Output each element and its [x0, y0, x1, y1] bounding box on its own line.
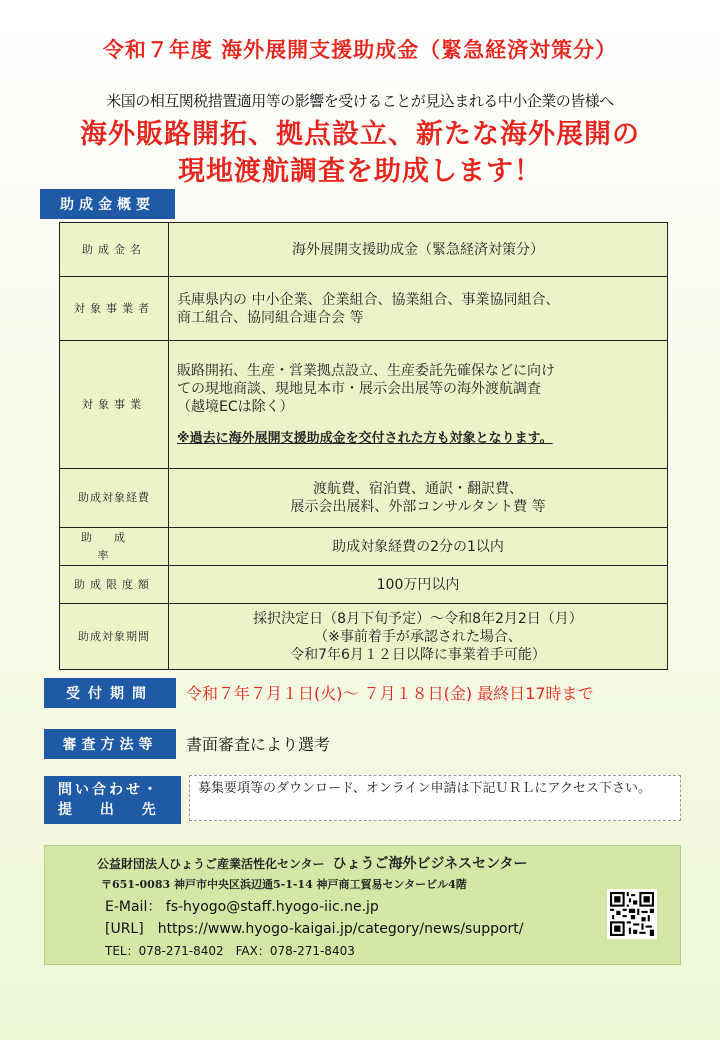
target-audience-text: 米国の相互関税措置適用等の影響を受けることが見込まれる中小企業の皆様へ: [106, 92, 614, 110]
period-label: 受付期間: [44, 678, 176, 708]
row-value: 助成対象経費の2分の1以内: [169, 528, 668, 566]
headline: [0, 116, 720, 190]
table-row: [60, 528, 668, 566]
row-value: 100万円以内: [169, 566, 668, 604]
table-row: [60, 604, 668, 670]
eligibility-note: ※過去に海外展開支援助成金を交付された方も対象となります。: [177, 430, 553, 446]
footer-contact-box: [44, 845, 681, 965]
footer-address: 〒651-0083 神戸市中央区浜辺通5-1-14 神戸商工貿易センタービル4階: [101, 878, 467, 891]
row-label: 対象事業: [60, 341, 169, 469]
row-label: 助成限度額: [60, 566, 169, 604]
row-value: 兵庫県内の 中小企業、企業組合、協業組合、事業協同組合、 商工組合、協同組合連合会 等: [169, 277, 668, 341]
headline-line-1: 海外販路開拓、拠点設立、新たな海外展開の: [80, 119, 640, 150]
table-row: [60, 277, 668, 341]
footer-url[interactable]: [URL] https://www.hyogo-kaigai.jp/category/news/support/: [105, 921, 524, 937]
table-row: [60, 341, 668, 469]
overview-table: [59, 222, 668, 670]
row-label: 助成金名: [60, 223, 169, 277]
row-label: 助成対象経費: [60, 469, 169, 528]
table-row: [60, 566, 668, 604]
review-label: 審査方法等: [44, 729, 176, 759]
footer-phone: TEL：078-271-8402 FAX：078-271-8403: [105, 944, 355, 958]
row-label: 助成率: [60, 528, 169, 566]
row-label: 対象事業者: [60, 277, 169, 341]
headline-line-2: 現地渡航調査を助成します！: [178, 156, 542, 187]
qr-code-icon[interactable]: [607, 889, 657, 939]
footer-organization: 公益財団法人ひょうご産業活性化センター ひょうご海外ビジネスセンター: [97, 856, 528, 872]
table-row: [60, 223, 668, 277]
footer-email[interactable]: E-Mail： fs-hyogo@staff.hyogo-iic.ne.jp: [105, 899, 379, 915]
row-label: 助成対象期間: [60, 604, 169, 670]
contact-label: 問い合わせ・ 提 出 先: [44, 776, 181, 824]
page-title: 令和７年度 海外展開支援助成金（緊急経済対策分）: [102, 38, 618, 62]
row-value: 採択決定日（8月下旬予定）～令和8年2月2日（月） （※事前着手が承認された場合、 令和7年6月１２日以降に事業着手可能）: [169, 604, 668, 670]
overview-label: 助成金概要: [40, 189, 175, 219]
row-value: 販路開拓、生産・営業拠点設立、生産委託先確保などに向け ての現地商談、現地見本市・展示会出展等の海外渡航調査 （越境ECは除く） ※過去に海外展開支援助成金を交付された方も対象となります。: [169, 341, 668, 469]
contact-value: 募集要項等のダウンロード、オンライン申請は下記ＵＲＬにアクセス下さい。: [189, 775, 681, 821]
table-row: [60, 469, 668, 528]
review-value: 書面審査により選考: [186, 735, 331, 754]
period-value: 令和７年７月１日(火)～ ７月１８日(金) 最終日17時まで: [186, 684, 594, 703]
row-value: 渡航費、宿泊費、通訳・翻訳費、 展示会出展料、外部コンサルタント費 等: [169, 469, 668, 528]
row-value: 海外展開支援助成金（緊急経済対策分）: [169, 223, 668, 277]
